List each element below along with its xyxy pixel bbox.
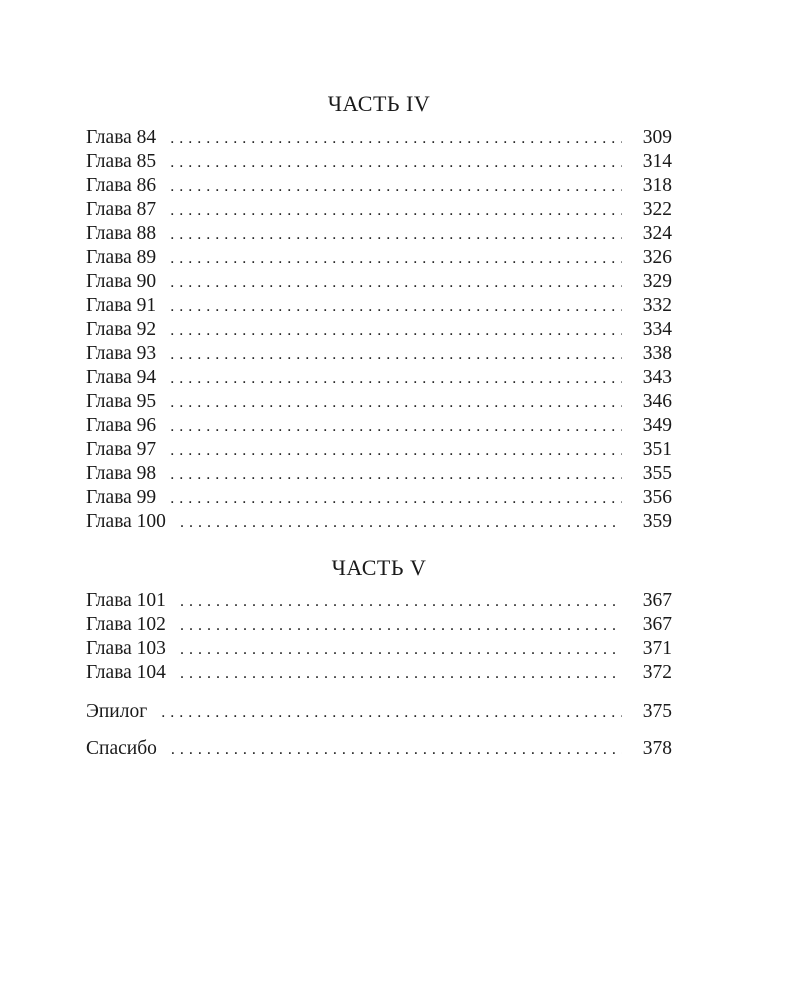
toc-entry[interactable] bbox=[86, 390, 672, 414]
dot-leader bbox=[170, 391, 622, 415]
toc-entry[interactable] bbox=[86, 637, 672, 661]
toc-entry[interactable] bbox=[86, 438, 672, 462]
dot-leader bbox=[170, 175, 622, 199]
part-iv-title: ЧАСТЬ IV bbox=[327, 91, 431, 116]
dot-leader bbox=[170, 271, 622, 295]
dot-leader bbox=[180, 590, 622, 614]
page-number: 375 bbox=[642, 701, 672, 722]
dot-leader bbox=[170, 367, 622, 391]
chapter-label: Глава 84 bbox=[86, 127, 157, 148]
chapter-label: Глава 98 bbox=[86, 463, 157, 484]
page-number: 309 bbox=[642, 127, 672, 148]
dot-leader bbox=[170, 463, 622, 487]
toc-entry-thanks[interactable] bbox=[86, 737, 672, 761]
toc-entry[interactable] bbox=[86, 462, 672, 486]
chapter-label: Глава 85 bbox=[86, 151, 157, 172]
toc-entry[interactable] bbox=[86, 613, 672, 637]
page-number: 326 bbox=[642, 247, 672, 268]
page-number: 371 bbox=[642, 638, 672, 659]
page-number: 324 bbox=[642, 223, 672, 244]
dot-leader bbox=[170, 127, 622, 151]
chapter-label: Глава 96 bbox=[86, 415, 157, 436]
dot-leader bbox=[161, 701, 622, 725]
chapter-label: Глава 87 bbox=[86, 199, 157, 220]
dot-leader bbox=[180, 614, 622, 638]
toc-entry[interactable] bbox=[86, 126, 672, 150]
thanks-section bbox=[86, 737, 672, 761]
toc-entry[interactable] bbox=[86, 661, 672, 685]
toc-entry[interactable] bbox=[86, 486, 672, 510]
thanks-label: Спасибо bbox=[86, 738, 157, 759]
toc-entry[interactable] bbox=[86, 510, 672, 534]
chapter-label: Глава 94 bbox=[86, 367, 157, 388]
dot-leader bbox=[170, 415, 622, 439]
epilogue-section bbox=[86, 700, 672, 724]
toc-entry[interactable] bbox=[86, 198, 672, 222]
part-iv-entries bbox=[86, 126, 672, 534]
dot-leader bbox=[180, 638, 622, 662]
page-number: 343 bbox=[642, 367, 672, 388]
page-number: 338 bbox=[642, 343, 672, 364]
page-number: 372 bbox=[642, 662, 672, 683]
part-v-title: ЧАСТЬ V bbox=[331, 555, 427, 580]
dot-leader bbox=[170, 487, 622, 511]
chapter-label: Глава 97 bbox=[86, 439, 157, 460]
page-number: 332 bbox=[642, 295, 672, 316]
chapter-label: Глава 89 bbox=[86, 247, 157, 268]
dot-leader bbox=[170, 319, 622, 343]
dot-leader bbox=[180, 662, 622, 686]
page-number: 359 bbox=[642, 511, 672, 532]
dot-leader bbox=[170, 247, 622, 271]
chapter-label: Глава 95 bbox=[86, 391, 157, 412]
toc-entry[interactable] bbox=[86, 174, 672, 198]
chapter-label: Глава 100 bbox=[86, 511, 166, 532]
page-number: 322 bbox=[642, 199, 672, 220]
page-number: 329 bbox=[642, 271, 672, 292]
dot-leader bbox=[171, 738, 622, 762]
page-number: 314 bbox=[642, 151, 672, 172]
dot-leader bbox=[170, 295, 622, 319]
toc-entry-epilogue[interactable] bbox=[86, 700, 672, 724]
chapter-label: Глава 101 bbox=[86, 590, 166, 611]
dot-leader bbox=[170, 151, 622, 175]
chapter-label: Глава 104 bbox=[86, 662, 166, 683]
page-number: 334 bbox=[642, 319, 672, 340]
dot-leader bbox=[170, 439, 622, 463]
page-number: 378 bbox=[642, 738, 672, 759]
part-v-entries bbox=[86, 589, 672, 685]
toc-entry[interactable] bbox=[86, 589, 672, 613]
page-number: 355 bbox=[642, 463, 672, 484]
toc-entry[interactable] bbox=[86, 342, 672, 366]
toc-entry[interactable] bbox=[86, 150, 672, 174]
epilogue-label: Эпилог bbox=[86, 701, 148, 722]
page-number: 367 bbox=[642, 590, 672, 611]
toc-entry[interactable] bbox=[86, 246, 672, 270]
chapter-label: Глава 88 bbox=[86, 223, 157, 244]
chapter-label: Глава 92 bbox=[86, 319, 157, 340]
page-number: 318 bbox=[642, 175, 672, 196]
chapter-label: Глава 102 bbox=[86, 614, 166, 635]
page-number: 346 bbox=[642, 391, 672, 412]
toc-entry[interactable] bbox=[86, 318, 672, 342]
toc-entry[interactable] bbox=[86, 414, 672, 438]
chapter-label: Глава 91 bbox=[86, 295, 157, 316]
toc-entry[interactable] bbox=[86, 270, 672, 294]
dot-leader bbox=[180, 511, 622, 535]
chapter-label: Глава 86 bbox=[86, 175, 157, 196]
dot-leader bbox=[170, 343, 622, 367]
dot-leader bbox=[170, 223, 622, 247]
chapter-label: Глава 93 bbox=[86, 343, 157, 364]
toc-entry[interactable] bbox=[86, 222, 672, 246]
dot-leader bbox=[170, 199, 622, 223]
toc-entry[interactable] bbox=[86, 366, 672, 390]
chapter-label: Глава 103 bbox=[86, 638, 166, 659]
chapter-label: Глава 90 bbox=[86, 271, 157, 292]
page-number: 349 bbox=[642, 415, 672, 436]
page-number: 367 bbox=[642, 614, 672, 635]
toc-entry[interactable] bbox=[86, 294, 672, 318]
page-number: 356 bbox=[642, 487, 672, 508]
page-number: 351 bbox=[642, 439, 672, 460]
chapter-label: Глава 99 bbox=[86, 487, 157, 508]
